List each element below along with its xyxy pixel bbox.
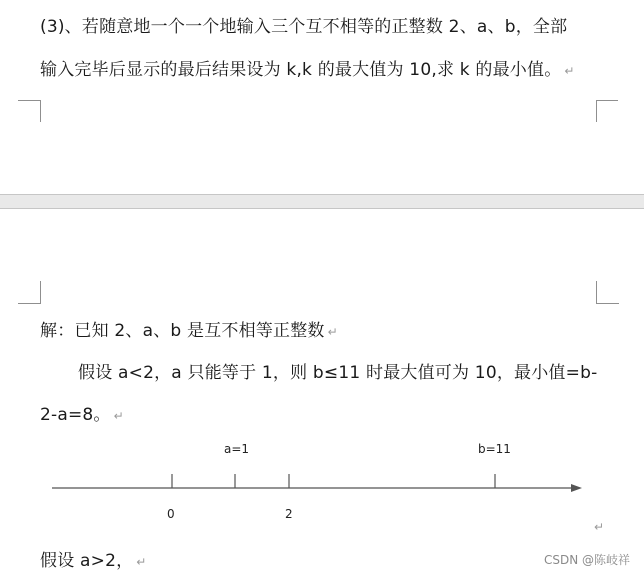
- question-line-1: [40, 12, 567, 37]
- solution-line-3: [40, 400, 124, 425]
- solution-line-4: [40, 546, 147, 571]
- document-page-top: [0, 0, 644, 194]
- solution-text-3: 2-a=8。: [40, 405, 111, 425]
- margin-corner-top-right: [596, 100, 619, 122]
- paragraph-mark-icon: ↵: [327, 325, 338, 339]
- question-text-2: 输入完毕后显示的最后结果设为 k,k 的最大值为 10,求 k 的最小值。: [40, 60, 562, 80]
- solution-line-1: [40, 316, 338, 341]
- paragraph-mark-icon: ↵: [594, 520, 605, 534]
- page-break-gap: [0, 194, 644, 209]
- watermark: CSDN @陈岐祥: [543, 553, 630, 567]
- paragraph-mark-icon: ↵: [113, 409, 124, 423]
- question-line-2: [40, 55, 575, 80]
- solution-text-2: 假设 a<2，a 只能等于 1，则 b≤11 时最大值可为 10，最小值=b-: [78, 363, 598, 383]
- margin-corner-bottom-left: [18, 281, 41, 304]
- solution-text-1: 解：已知 2、a、b 是互不相等正整数: [40, 321, 325, 341]
- solution-text-4: 假设 a>2，: [40, 551, 134, 571]
- margin-corner-top-left: [18, 100, 41, 122]
- margin-corner-bottom-right: [596, 281, 619, 304]
- number-line-arrow-icon: [571, 484, 582, 492]
- paragraph-mark-icon: ↵: [564, 64, 575, 78]
- label-a-equals-1: a=1: [224, 442, 250, 456]
- solution-line-2: [78, 358, 597, 383]
- label-zero: 0: [167, 507, 175, 521]
- label-b-equals-11: b=11: [478, 442, 511, 456]
- number-line-diagram: [0, 430, 644, 530]
- question-text-1: (3)、若随意地一个一个地输入三个互不相等的正整数 2、a、b，全部: [40, 17, 568, 37]
- paragraph-mark-icon: ↵: [136, 555, 147, 569]
- label-two: 2: [285, 507, 293, 521]
